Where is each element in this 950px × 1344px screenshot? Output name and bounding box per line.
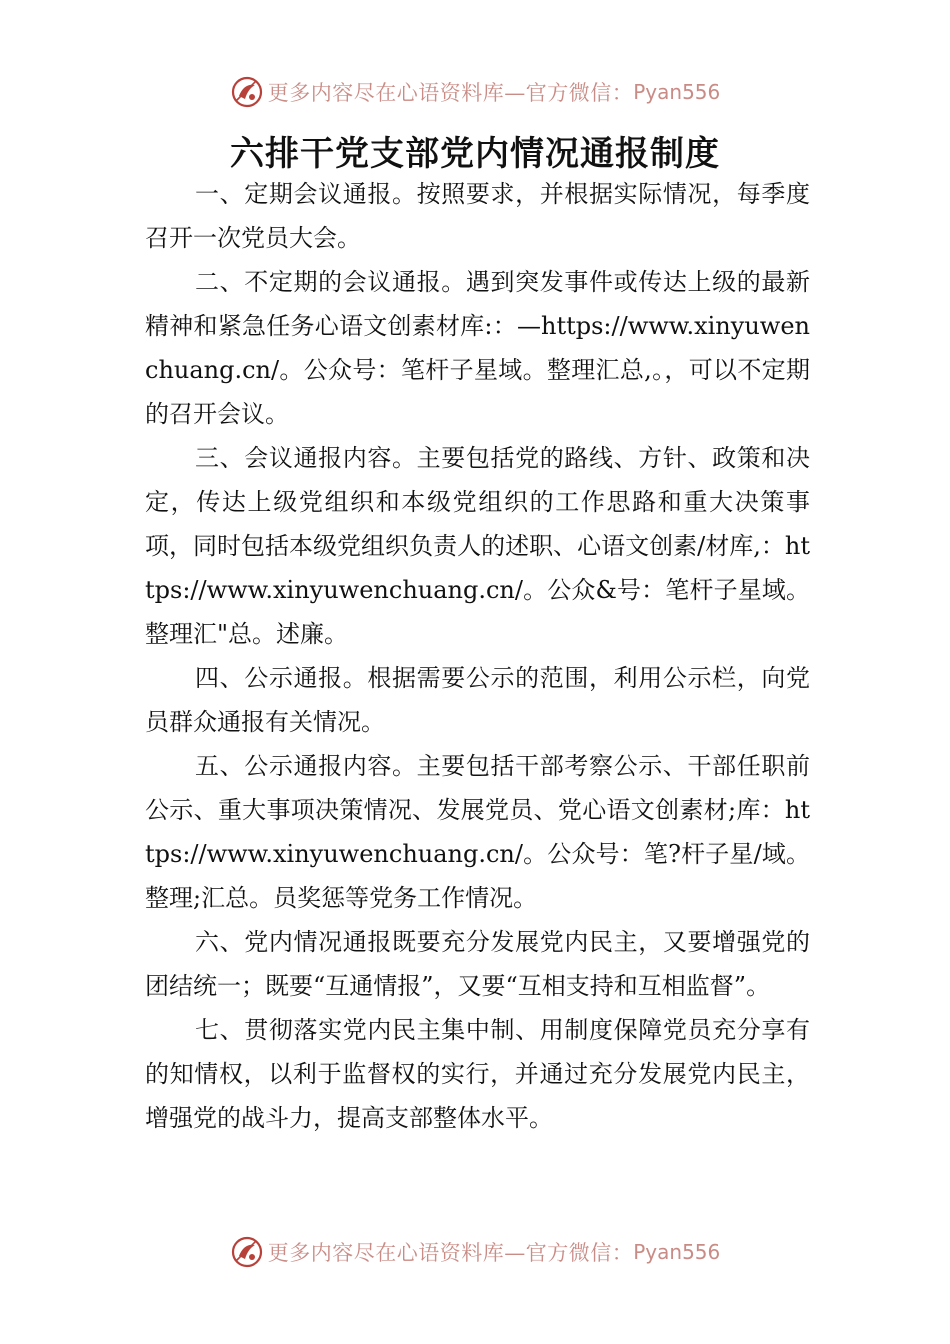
paragraph-2: 二、不定期的会议通报。遇到突发事件或传达上级的最新精神和紧急任务心语文创素材库:：—https://www.xinyuwenchuang.cn/。公众号：笔杆子星域。整理汇总,。，可以不定期的召开会议。 (145, 268, 810, 428)
banner-wechat-id: Pyan556 (633, 1240, 721, 1264)
banner-text: 更多内容尽在心语资料库—官方微信： (267, 1241, 634, 1265)
paragraph-4: 四、公示通报。根据需要公示的范围，利用公示栏，向党员群众通报有关情况。 (145, 664, 810, 736)
library-logo-icon (230, 75, 264, 109)
banner-wechat-id: Pyan556 (633, 80, 721, 104)
paragraph-7: 七、贯彻落实党内民主集中制、用制度保障党员充分享有的知情权，以利于监督权的实行，并通过充分发展党内民主，增强党的战斗力，提高支部整体水平。 (145, 1016, 810, 1132)
paragraph-6: 六、党内情况通报既要充分发展党内民主，又要增强党的团结统一；既要“互通情报”，又要“互相支持和互相监督”。 (145, 928, 810, 1000)
paragraph-1: 一、定期会议通报。按照要求，并根据实际情况，每季度召开一次党员大会。 (145, 180, 810, 252)
document-body (145, 172, 810, 1140)
header-watermark-banner (0, 72, 950, 112)
paragraph-5: 五、公示通报内容。主要包括干部考察公示、干部任职前公示、重大事项决策情况、发展党员、党心语文创素材;库：https://www.xinyuwenchuang.cn/。公众号：笔?杆子星/域。整理;汇总。员奖惩等党务工作情况。 (145, 752, 810, 912)
paragraph-3: 三、会议通报内容。主要包括党的路线、方针、政策和决定，传达上级党组织和本级党组织的工作思路和重大决策事项，同时包括本级党组织负责人的述职、心语文创素/材库,：https://www.xinyuwenchuang.cn/。公众&号：笔杆子星域。整理汇"总。述廉。 (145, 444, 810, 648)
document-title: 六排干党支部党内情况通报制度 (230, 134, 720, 174)
banner-text: 更多内容尽在心语资料库—官方微信： (267, 81, 634, 105)
footer-watermark-banner (0, 1232, 950, 1272)
library-logo-icon (230, 1235, 264, 1269)
